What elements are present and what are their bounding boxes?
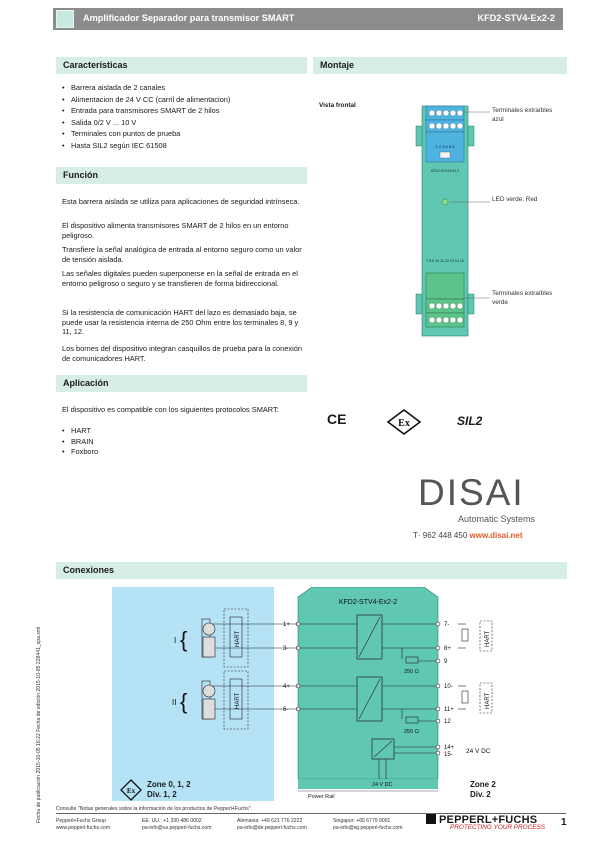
svg-text:{: { bbox=[180, 627, 188, 652]
sil2-mark: SIL2 bbox=[457, 414, 483, 428]
caracteristicas-list bbox=[62, 82, 230, 152]
footer-group: Pepperl+Fuchs Group www.pepperl-fuchs.com bbox=[56, 818, 111, 831]
aplicacion-list bbox=[62, 426, 98, 458]
header-square-icon bbox=[56, 10, 74, 28]
connection-diagram bbox=[112, 587, 522, 801]
svg-text:HART: HART bbox=[485, 630, 491, 647]
callout-blue-terminals: Terminales extraíbles azul bbox=[492, 107, 553, 123]
svg-text:Ex: Ex bbox=[126, 787, 136, 795]
page-title: Amplificador Separador para transmisor SMART bbox=[83, 13, 295, 23]
svg-text:14+: 14+ bbox=[444, 745, 455, 751]
section-funcion-heading: Función bbox=[56, 167, 307, 184]
footer-link[interactable]: pa-info@sg.pepperl-fuchs.com bbox=[333, 824, 403, 831]
footer-de: Alemania: +49 621 776 2222 pa-info@de.pepperl-fuchs.com bbox=[237, 818, 307, 831]
funcion-paragraph: Esta barrera aislada se utiliza para aplicaciones de seguridad intrínseca. bbox=[62, 197, 300, 206]
device-label: KFD2-STV4-Ex2-2 bbox=[430, 169, 460, 173]
svg-text:1+: 1+ bbox=[283, 622, 290, 628]
svg-text:4+: 4+ bbox=[283, 684, 290, 690]
page-number: 1 bbox=[561, 817, 567, 828]
callout-led-green: LED verde: Red bbox=[492, 196, 538, 203]
svg-text:10-: 10- bbox=[444, 684, 453, 690]
front-view-label: Vista frontal bbox=[319, 102, 356, 109]
publication-info: Fecha de publicación 2015-10-05 16:22 Fecha de edición 2015-10-05 228441_spa.xml bbox=[36, 626, 42, 823]
list-item: • Barrera aislada de 2 canales bbox=[62, 82, 230, 94]
device-front-drawing bbox=[410, 98, 570, 348]
bottom-terminal-numbers: 7 8 9 10 11 12 13 14 15 bbox=[426, 259, 464, 263]
svg-text:6-: 6- bbox=[283, 707, 289, 713]
svg-text:3-: 3- bbox=[283, 646, 289, 652]
disai-web-link[interactable]: www.disai.net bbox=[469, 531, 523, 540]
svg-text:HART: HART bbox=[485, 692, 491, 709]
zone-left-label: Zone 0, 1, 2 Div. 1, 2 bbox=[147, 780, 191, 799]
section-conexiones-heading: Conexiones bbox=[56, 562, 567, 579]
svg-text:9: 9 bbox=[444, 659, 448, 665]
aplicacion-intro: El dispositivo es compatible con los siguientes protocolos SMART: bbox=[62, 405, 279, 414]
list-item: • Terminales con puntos de prueba bbox=[62, 128, 230, 140]
svg-text:7-: 7- bbox=[444, 622, 450, 628]
svg-text:15-: 15- bbox=[444, 752, 453, 758]
svg-text:12: 12 bbox=[444, 719, 451, 725]
supply-bottom-label: 24 V DC bbox=[372, 782, 393, 788]
footer-sg: Singapur: +65 6779 9091 pa-info@sg.pepperl-fuchs.com bbox=[333, 818, 403, 831]
footer-link[interactable]: pa-info@de.pepperl-fuchs.com bbox=[237, 824, 307, 831]
disai-phone: T· 962 448 450 bbox=[413, 531, 468, 540]
svg-text:8+: 8+ bbox=[444, 646, 451, 652]
svg-text:Ex: Ex bbox=[398, 418, 410, 429]
section-aplicacion-heading: Aplicación bbox=[56, 375, 307, 392]
channel-1-label: I bbox=[174, 636, 177, 645]
funcion-paragraph: Transfiere la señal analógica de entrada al entorno seguro como un valor de tensión aislada. bbox=[62, 245, 302, 264]
list-item: • Hasta SIL2 según IEC 61508 bbox=[62, 140, 230, 152]
disai-contact bbox=[413, 531, 523, 540]
channel-2-label: II bbox=[172, 698, 177, 707]
funcion-paragraph: Si la resistencia de comunicación HART del lazo es demasiado baja, se puede usar la resistencia interna de 250 Ohm entre los terminales 8, 9 y 11, 12. bbox=[62, 308, 299, 337]
funcion-paragraph: El dispositivo alimenta transmisores SMART de 2 hilos en un entorno peligroso. bbox=[62, 221, 289, 240]
footer-link[interactable]: pa-info@us.pepperl-fuchs.com bbox=[142, 824, 212, 831]
pepperl-fuchs-logo: PEPPERL+FUCHS PROTECTING YOUR PROCESS bbox=[426, 814, 545, 831]
disai-logo: DISAI bbox=[418, 472, 525, 513]
funcion-paragraph: Los bornes del dispositivo integran casquillos de prueba para la conexión de comunicadores HART. bbox=[62, 344, 302, 363]
footer-link[interactable]: www.pepperl-fuchs.com bbox=[56, 824, 111, 831]
footer-us: EE. UU.: +1 330 486 0002 pa-info@us.pepperl-fuchs.com bbox=[142, 818, 212, 831]
top-terminal-numbers: 1 2 3 4 5 6 bbox=[435, 144, 455, 149]
product-code: KFD2-STV4-Ex2-2 bbox=[477, 13, 555, 23]
ex-zone-icon bbox=[120, 779, 142, 801]
zone-right-label: Zone 2 Div. 2 bbox=[470, 780, 496, 799]
section-montaje-heading: Montaje bbox=[313, 57, 567, 74]
callout-green-terminals: Terminales extraíbles verde bbox=[492, 290, 553, 306]
ex-mark-icon bbox=[386, 408, 422, 436]
led-green-icon bbox=[442, 199, 448, 205]
list-item: • HART bbox=[62, 426, 98, 437]
footer-note: Consulte "Notas generales sobre la información de los productos de Pepperl+Fuchs". bbox=[56, 806, 253, 812]
list-item: • Alimentacion de 24 V CC (carril de alimentacion) bbox=[62, 94, 230, 106]
list-item: • Salida 0/2 V ... 10 V bbox=[62, 117, 230, 129]
header-bar bbox=[53, 8, 563, 30]
hazardous-area bbox=[112, 587, 274, 801]
diagram-device-label: KFD2-STV4-Ex2-2 bbox=[338, 599, 398, 606]
funcion-paragraph: Las señales digitales pueden superponerse en la señal de entrada en el entorno peligroso o seguro y se transfieren de forma bidireccional. bbox=[62, 269, 298, 288]
resistor-label: 250 Ω bbox=[404, 669, 419, 675]
pf-logo-icon bbox=[426, 814, 436, 824]
resistor-label: 250 Ω bbox=[404, 729, 419, 735]
list-item: • BRAIN bbox=[62, 437, 98, 448]
section-caracteristicas-heading: Características bbox=[56, 57, 307, 74]
list-item: • Entrada para transmisores SMART de 2 hilos bbox=[62, 105, 230, 117]
power-rail-label: Power Rail bbox=[308, 794, 335, 800]
svg-text:11+: 11+ bbox=[444, 707, 454, 713]
disai-subtitle: Automatic Systems bbox=[458, 514, 536, 524]
svg-text:HART: HART bbox=[235, 692, 241, 709]
ce-mark-icon: CE bbox=[327, 411, 347, 427]
supply-label: 24 V DC bbox=[466, 748, 491, 755]
svg-text:{: { bbox=[180, 689, 188, 714]
svg-text:HART: HART bbox=[235, 630, 241, 647]
list-item: • Foxboro bbox=[62, 447, 98, 458]
